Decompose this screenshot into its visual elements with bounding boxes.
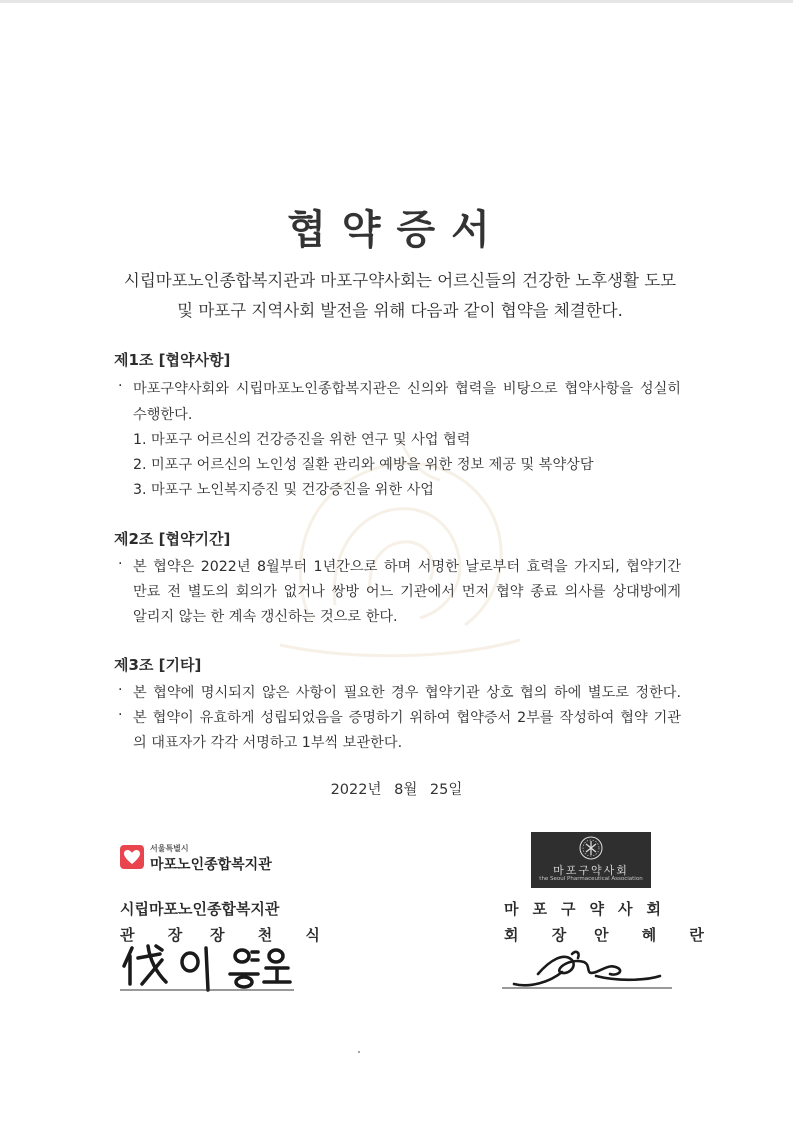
bullet: ·	[118, 556, 123, 572]
bullet: ·	[118, 682, 123, 698]
bullet: ·	[118, 707, 123, 723]
left-party-name: 장 천 식	[210, 926, 334, 944]
left-party-role: 관 장	[120, 926, 197, 944]
right-party-name: 안 혜 란	[594, 926, 718, 944]
logo-name: 마포구약사회	[553, 864, 629, 877]
scan-edge-line	[0, 0, 793, 3]
article1-item: 1. 마포구 어르신의 건강증진을 위한 연구 및 사업 협력	[133, 432, 471, 448]
intro-line: 및 마포구 지역사회 발전을 위해 다음과 같이 협약을 체결한다.	[177, 301, 623, 320]
article1-item: 3. 마포구 노인복지증진 및 건강증진을 위한 사업	[133, 482, 434, 498]
bullet: ·	[118, 378, 123, 394]
right-signature	[500, 946, 675, 994]
article2-text: 본 협약은 2022년 8월부터 1년간으로 하며 서명한 날로부터 효력을 가지되, 협약기간	[133, 559, 681, 575]
article2-heading: 제2조 [협약기간]	[114, 530, 231, 548]
right-party-logo	[531, 832, 651, 888]
right-party-org: 마포구약사회	[504, 900, 675, 918]
logo-small-text: 서울특별시	[150, 844, 189, 853]
scan-dot	[358, 1051, 360, 1053]
article1-heading: 제1조 [협약사항]	[114, 351, 231, 369]
article3-item: 의 대표자가 각각 서명하고 1부씩 보관한다.	[133, 735, 403, 751]
agreement-date: 2022년 8월 25일	[330, 782, 463, 798]
heart-logo-icon	[120, 845, 144, 869]
left-party-org: 시립마포노인종합복지관	[120, 900, 280, 918]
right-party-role: 회 장	[504, 926, 581, 944]
article1-text: 마포구약사회와 시립마포노인종합복지관은 신의와 협력을 비탕으로 협약사항을 성실히	[133, 381, 681, 397]
intro-line: 시립마포노인종합복지관과 마포구약사회는 어르신들의 건강한 노후생활 도모	[123, 271, 677, 290]
logo-english-text: the Seoul Pharmaceutical Association	[539, 876, 643, 882]
article1-text: 수행한다.	[133, 407, 193, 423]
article3-heading: 제3조 [기타]	[114, 656, 202, 674]
left-signature	[118, 940, 298, 996]
article2-text: 만료 전 별도의 회의가 없거나 쌍방 어느 기관에서 먼저 협약 종료 의사를 상대방에게	[133, 584, 681, 600]
article1-item: 2. 미포구 어르신의 노인성 질환 관리와 예방을 위한 정보 제공 및 복약상담	[133, 457, 594, 473]
left-party-logo	[120, 843, 300, 873]
intro-paragraph	[100, 266, 700, 326]
article3-item: 본 협약이 유효하게 성립되었음을 증명하기 위하여 협약증서 2부를 작성하여 협약 기관	[133, 710, 681, 726]
document-title: 협약증서	[287, 207, 506, 253]
article3-item: 본 협약에 명시되지 않은 사항이 필요한 경우 협약기관 상호 협의 하에 별도로 정한다.	[133, 685, 681, 701]
logo-text: 마포노인종합복지관	[150, 857, 272, 873]
pharmacy-emblem-icon	[575, 834, 607, 862]
article2-text: 알리지 않는 한 계속 갱신하는 것으로 한다.	[133, 609, 398, 625]
